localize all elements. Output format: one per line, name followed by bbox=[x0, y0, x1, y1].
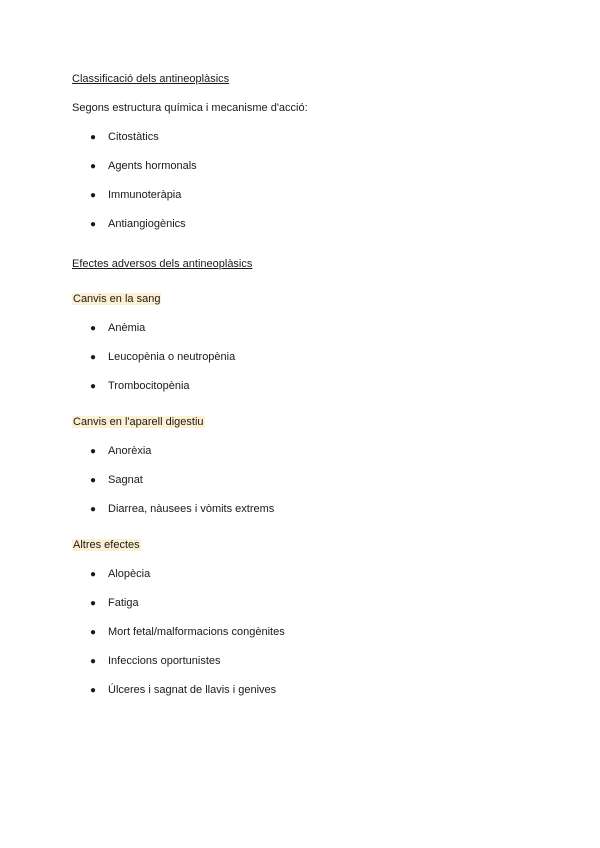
list-item-text: Anorèxia bbox=[108, 445, 152, 457]
list-item-text: Diarrea, nàusees i vòmits extrems bbox=[108, 503, 275, 515]
section-title-adverse-effects: Efectes adversos dels antineoplàsics bbox=[72, 258, 253, 270]
list-item bbox=[90, 596, 139, 611]
highlighted-heading: Canvis en l'aparell digestiu bbox=[73, 416, 204, 428]
list-item bbox=[90, 321, 145, 336]
bullet-icon: ● bbox=[90, 323, 97, 334]
list-item-text: Fatiga bbox=[108, 597, 139, 609]
bullet-icon: ● bbox=[90, 219, 97, 230]
list-item bbox=[90, 217, 186, 232]
bullet-icon: ● bbox=[90, 569, 97, 580]
list-item bbox=[90, 379, 190, 394]
list-item bbox=[90, 188, 181, 203]
list-item bbox=[90, 567, 150, 582]
highlighted-heading: Canvis en la sang bbox=[73, 293, 161, 305]
list-item-text: Antiangiogènics bbox=[108, 218, 186, 230]
bullet-icon: ● bbox=[90, 475, 97, 486]
list-item bbox=[90, 473, 143, 488]
section-title-classification: Classificació dels antineoplàsics bbox=[72, 73, 230, 85]
list-item bbox=[90, 502, 274, 517]
bullet-icon: ● bbox=[90, 446, 97, 457]
group-heading-other bbox=[72, 538, 141, 552]
bullet-icon: ● bbox=[90, 627, 97, 638]
bullet-icon: ● bbox=[90, 656, 97, 667]
group-heading-blood bbox=[72, 292, 161, 306]
list-item bbox=[90, 159, 197, 174]
list-item bbox=[90, 654, 221, 669]
bullet-icon: ● bbox=[90, 504, 97, 515]
list-item-text: Alopècia bbox=[108, 568, 151, 580]
list-item bbox=[90, 683, 276, 698]
list-item bbox=[90, 444, 151, 459]
list-item-text: Agents hormonals bbox=[108, 160, 197, 172]
bullet-icon: ● bbox=[90, 132, 97, 143]
highlighted-heading: Altres efectes bbox=[73, 539, 140, 551]
list-item-text: Leucopènia o neutropènia bbox=[108, 351, 236, 363]
group-heading-digestive bbox=[72, 415, 205, 429]
list-item-text: Úlceres i sagnat de llavis i genives bbox=[108, 684, 277, 696]
list-item bbox=[90, 130, 159, 145]
list-item-text: Citostàtics bbox=[108, 131, 159, 143]
bullet-icon: ● bbox=[90, 685, 97, 696]
list-item-text: Infeccions oportunistes bbox=[108, 655, 221, 667]
list-item-text: Trombocitopènia bbox=[108, 380, 190, 392]
list-item-text: Immunoteràpia bbox=[108, 189, 182, 201]
bullet-icon: ● bbox=[90, 381, 97, 392]
list-item-text: Anèmia bbox=[108, 322, 146, 334]
bullet-icon: ● bbox=[90, 598, 97, 609]
list-item-text: Mort fetal/malformacions congènites bbox=[108, 626, 285, 638]
list-item-text: Sagnat bbox=[108, 474, 143, 486]
list-item bbox=[90, 350, 235, 365]
bullet-icon: ● bbox=[90, 352, 97, 363]
intro-text: Segons estructura química i mecanisme d'acció: bbox=[72, 102, 308, 114]
list-item bbox=[90, 625, 285, 640]
bullet-icon: ● bbox=[90, 161, 97, 172]
bullet-icon: ● bbox=[90, 190, 97, 201]
